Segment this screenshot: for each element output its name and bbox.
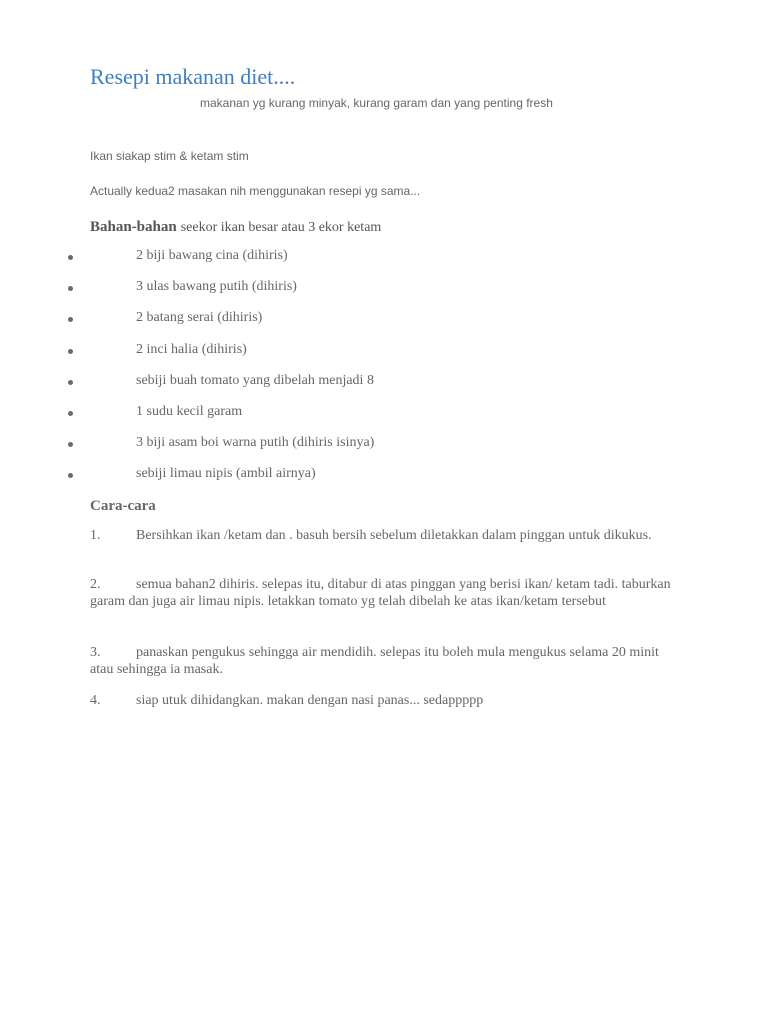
ingredient-text: 1 sudu kecil garam bbox=[136, 403, 243, 419]
bullet-icon bbox=[68, 411, 73, 416]
bullet-icon bbox=[68, 349, 73, 354]
ingredient-item bbox=[0, 340, 700, 371]
step-number: 1. bbox=[90, 528, 101, 543]
step-number: 4. bbox=[90, 693, 101, 708]
ingredient-text: 3 ulas bawang putih (dihiris) bbox=[136, 279, 297, 295]
intro-note: Actually kedua2 masakan nih menggunakan resepi yg sama... bbox=[90, 184, 421, 198]
ingredient-item bbox=[0, 464, 700, 495]
document-subtitle: makanan yg kurang minyak, kurang garam dan yang penting fresh bbox=[200, 96, 553, 110]
bullet-icon bbox=[68, 442, 73, 447]
ingredients-heading-detail: seekor ikan besar atau 3 ekor ketam bbox=[180, 220, 382, 235]
ingredient-text: 2 inci halia (dihiris) bbox=[136, 341, 247, 357]
step-text: Bersihkan ikan /ketam dan . basuh bersih sebelum diletakkan dalam pinggan untuk dikukus. bbox=[136, 528, 652, 543]
ingredients-heading-label: Bahan-bahan bbox=[90, 219, 177, 235]
method-step bbox=[90, 644, 680, 678]
method-step bbox=[90, 527, 680, 544]
step-text: semua bahan2 dihiris. selepas itu, ditabur di atas pinggan yang berisi ikan/ ketam tadi. taburkan garam dan juga air limau nipis. letakkan tomato yg telah dibelah ke atas ikan/ketam tersebut bbox=[90, 577, 671, 609]
ingredient-item bbox=[0, 402, 700, 433]
step-number: 3. bbox=[90, 645, 101, 660]
method-heading: Cara-cara bbox=[90, 498, 156, 514]
ingredient-text: 3 biji asam boi warna putih (dihiris isinya) bbox=[136, 435, 375, 451]
bullet-icon bbox=[68, 286, 73, 291]
document-title: Resepi makanan diet.... bbox=[90, 64, 296, 89]
step-text: panaskan pengukus sehingga air mendidih. selepas itu boleh mula mengukus selama 20 minit atau sehingga ia masak. bbox=[90, 645, 659, 677]
ingredient-text: sebiji buah tomato yang dibelah menjadi 8 bbox=[136, 372, 374, 388]
ingredient-text: sebiji limau nipis (ambil airnya) bbox=[136, 466, 316, 482]
step-number: 2. bbox=[90, 577, 101, 592]
bullet-icon bbox=[68, 473, 73, 478]
ingredient-item bbox=[0, 371, 700, 402]
method-step bbox=[90, 692, 680, 709]
bullet-icon bbox=[68, 317, 73, 322]
step-text: siap utuk dihidangkan. makan dengan nasi panas... sedappppp bbox=[136, 693, 484, 708]
ingredients-list bbox=[0, 246, 700, 496]
method-step bbox=[90, 576, 680, 610]
ingredient-text: 2 biji bawang cina (dihiris) bbox=[136, 248, 288, 263]
ingredients-heading bbox=[90, 218, 381, 236]
ingredient-item bbox=[0, 277, 700, 308]
dish-name: Ikan siakap stim & ketam stim bbox=[90, 149, 249, 163]
ingredient-text: 2 batang serai (dihiris) bbox=[136, 310, 263, 326]
ingredient-item bbox=[0, 308, 700, 339]
ingredient-item bbox=[0, 246, 700, 277]
bullet-icon bbox=[68, 255, 73, 260]
bullet-icon bbox=[68, 380, 73, 385]
ingredient-item bbox=[0, 433, 700, 464]
